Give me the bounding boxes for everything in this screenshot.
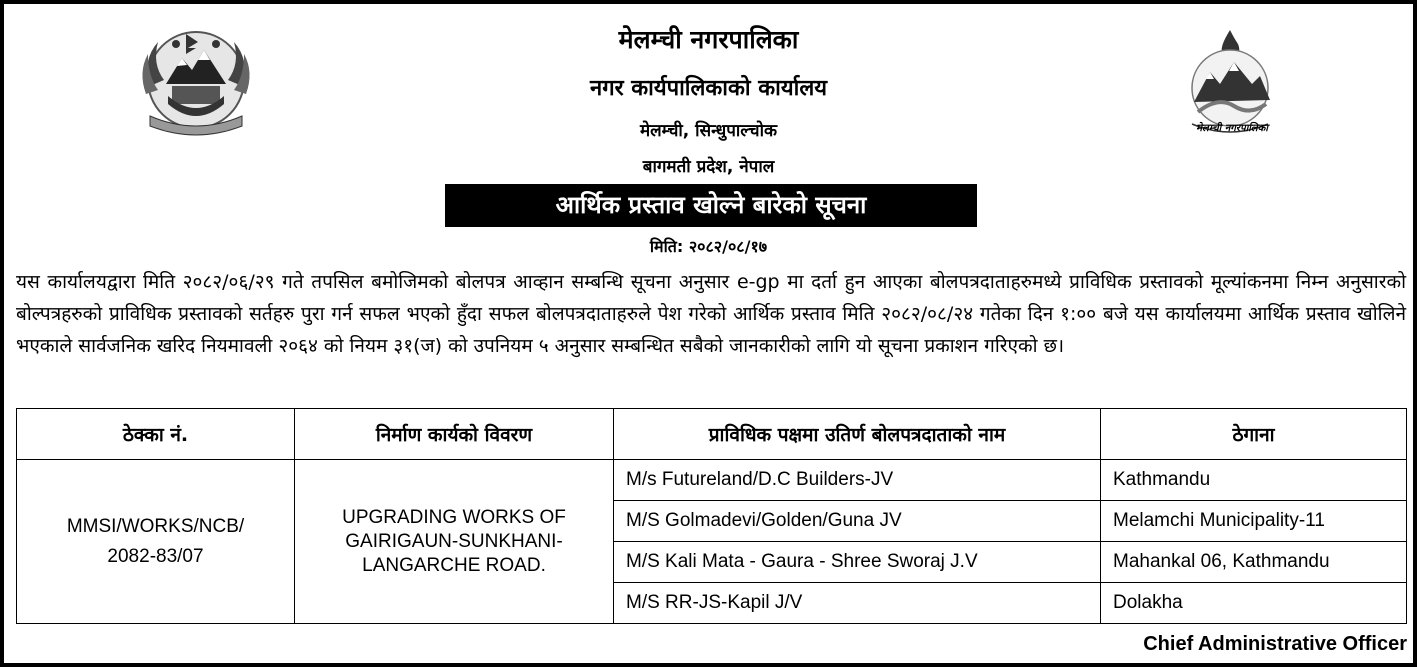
header-bidder-name: प्राविधिक पक्षमा उतिर्ण बोलपत्रदाताको नाम bbox=[614, 409, 1101, 460]
bidder-name-cell: M/S RR-JS-Kapil J/V bbox=[614, 583, 1101, 624]
bidder-name-cell: M/S Kali Mata - Gaura - Shree Sworaj J.V bbox=[614, 542, 1101, 583]
contract-number-cell bbox=[17, 460, 295, 624]
address-cell: Dolakha bbox=[1101, 583, 1407, 624]
contract-number-line-2: 2082-83/07 bbox=[107, 545, 204, 567]
address-cell: Melamchi Municipality-11 bbox=[1101, 501, 1407, 542]
municipality-logo-caption: मेलम्ची नगरपालिका bbox=[1196, 123, 1268, 134]
office-location: मेलम्ची, सिन्धुपाल्चोक bbox=[639, 121, 778, 141]
bidders-table bbox=[16, 408, 1407, 624]
work-description-line-2: GAIRIGAUN-SUNKHANI- bbox=[345, 530, 563, 552]
notice-date: मिति: २०८२/०८/१७ bbox=[649, 237, 768, 256]
notice-title-banner: आर्थिक प्रस्ताव खोल्ने बारेको सूचना bbox=[445, 184, 977, 227]
work-description-line-3: LANGARCHE ROAD. bbox=[362, 554, 546, 576]
notice-body-paragraph: यस कार्यालयद्वारा मिति २०८२/०६/२९ गते तपसिल बमोजिमको बोलपत्र आव्हान सम्बन्धि सूचना अनुसार e-gp मा दर्ता हुन आएका बोलपत्रदाताहरुमध्ये प्राविधिक प्रस्तावको मूल्यांकनमा निम्न अनुसारको बोल्पत्रहरुको प्राविधिक प्रस्तावको सर्तहरु पुरा गर्न सफल भएको हुँदा सफल बोलपत्रदाताहरुले पेश गरेको आर्थिक प्रस्ताव मिति २०८२/०८/२४ गतेका दिन १:०० बजे यस कार्यालयमा आर्थिक प्रस्ताव खोलिने भएकाले सार्वजनिक खरिद नियमावली २०६४ को नियम ३१(ज) को उपनियम ५ अनुसार सम्बन्धित सबैको जानकारीको लागि यो सूचना प्रकाशन गरिएको छ। bbox=[16, 271, 1406, 357]
address-cell: Mahankal 06, Kathmandu bbox=[1101, 542, 1407, 583]
contract-number-line-1: MMSI/WORKS/NCB/ bbox=[66, 515, 245, 537]
header-contract-no: ठेक्का नं. bbox=[17, 409, 295, 460]
signature-designation: Chief Administrative Officer bbox=[1143, 633, 1407, 655]
office-province: बागमती प्रदेश, नेपाल bbox=[642, 157, 775, 177]
work-description-cell bbox=[295, 460, 614, 624]
municipality-title: मेलम्ची नगरपालिका bbox=[618, 25, 799, 54]
bidder-name-cell: M/s Futureland/D.C Builders-JV bbox=[614, 460, 1101, 501]
work-description-line-1: UPGRADING WORKS OF bbox=[342, 506, 566, 528]
table-header-row bbox=[17, 409, 1407, 460]
table-row bbox=[17, 460, 1407, 501]
bidder-name-cell: M/S Golmadevi/Golden/Guna JV bbox=[614, 501, 1101, 542]
header-address: ठेगाना bbox=[1101, 409, 1407, 460]
header-work-description: निर्माण कार्यको विवरण bbox=[295, 409, 614, 460]
address-cell: Kathmandu bbox=[1101, 460, 1407, 501]
office-title: नगर कार्यपालिकाको कार्यालय bbox=[590, 76, 827, 101]
